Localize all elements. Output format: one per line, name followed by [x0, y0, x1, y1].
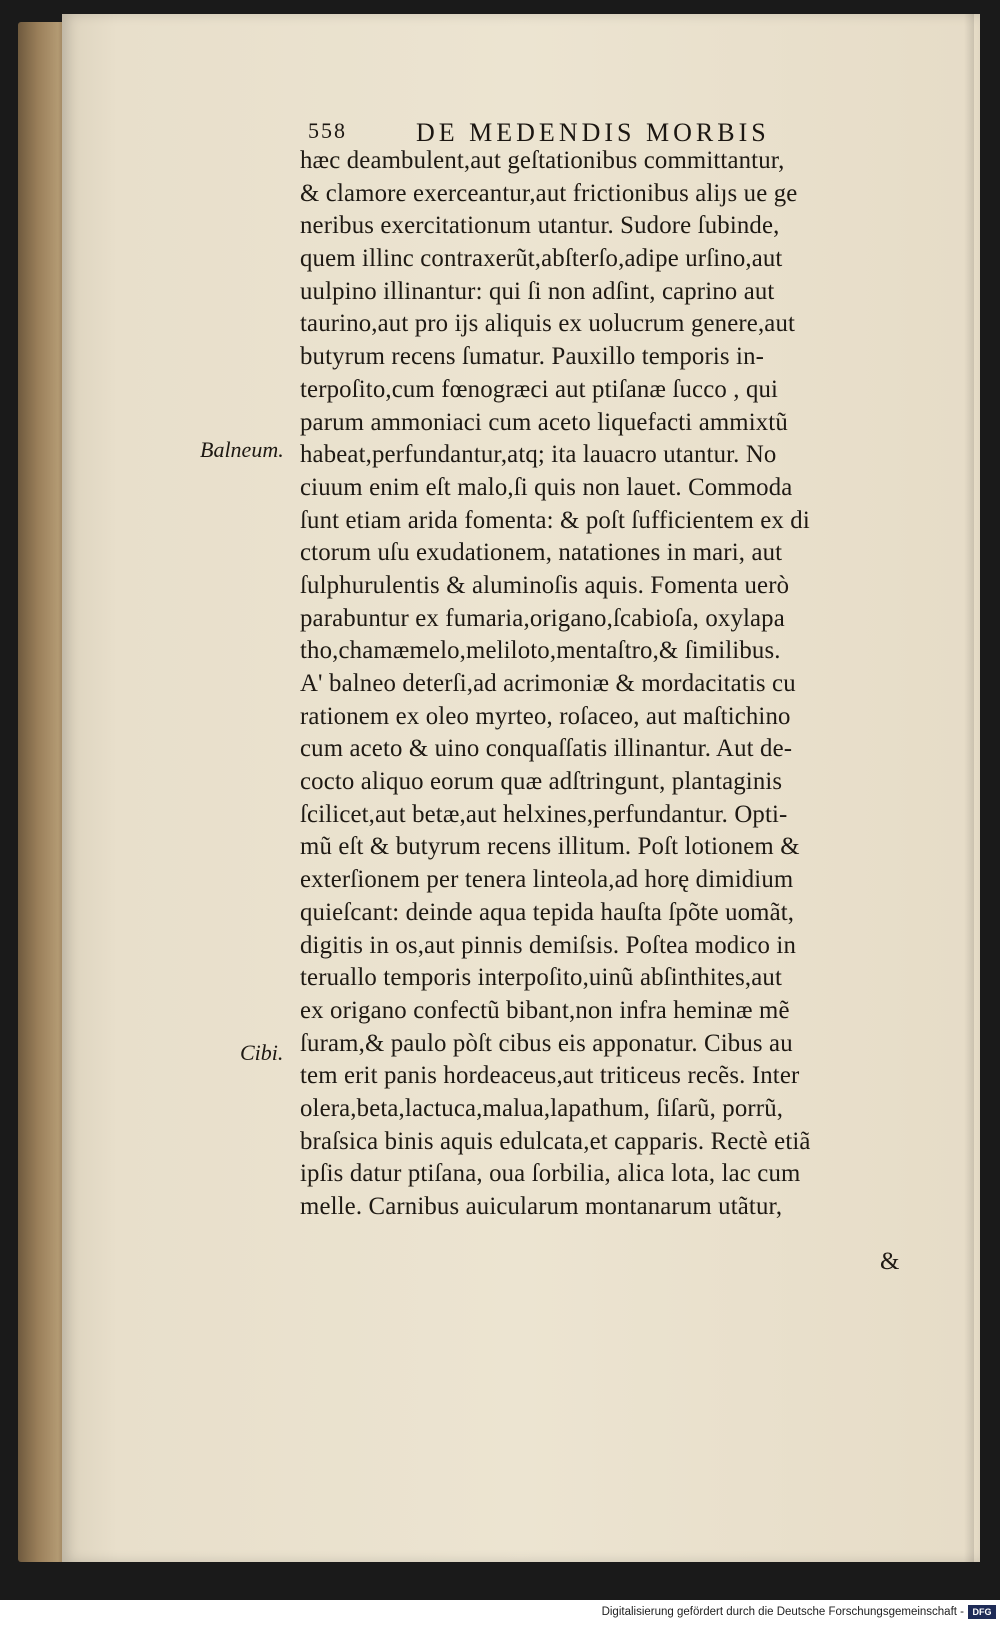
- text-line: quieſcant: deinde aqua tepida hauſta ſpõte uomãt,: [300, 898, 795, 926]
- text-line: terpoſito,cum fœnogræci aut ptiſanæ ſucco , qui: [300, 375, 779, 403]
- text-line: parabuntur ex fumaria,origano,ſcabioſa, oxylapa: [300, 604, 785, 632]
- body-text: [300, 145, 925, 1224]
- margin-note-balneum: Balneum.: [200, 437, 284, 462]
- catchword: &: [880, 1248, 900, 1275]
- text-line: tem erit panis hordeaceus,aut triticeus recẽs. Inter: [300, 1062, 800, 1090]
- text-line: braſsica binis aquis edulcata,et capparis. Rectè etiã: [300, 1127, 811, 1155]
- running-title: DE MEDENDIS MORBIS: [416, 118, 770, 147]
- text-line: uulpino illinantur: qui ſi non adſint, caprino aut: [300, 277, 775, 305]
- text-line: ctorum uſu exudationem, natationes in mari, aut: [300, 539, 783, 567]
- text-line: exterſionem per tenera linteola,ad horę dimidium: [300, 866, 794, 894]
- text-line: ciuum enim eſt malo,ſi quis non lauet. Commoda: [300, 473, 793, 501]
- text-line: habeat,perfundantur,atq; ita lauacro utantur. No: [300, 441, 777, 469]
- text-line: taurino,aut pro ijs aliquis ex uolucrum genere,aut: [300, 310, 796, 338]
- running-header: [308, 118, 848, 148]
- text-line: hæc deambulent,aut geſtationibus committantur,: [300, 147, 785, 174]
- text-line: neribus exercitationum utantur. Sudore ſubinde,: [300, 212, 780, 240]
- text-line: digitis in os,aut pinnis demiſsis. Poſtea modico in: [300, 931, 797, 959]
- funding-credit: Digitalisierung gefördert durch die Deutsche Forschungsgemeinschaft -: [601, 1606, 964, 1618]
- text-line: olera,beta,lactuca,malua,lapathum, ſiſarũ, porrũ,: [300, 1094, 784, 1122]
- dfg-logo: DFG: [968, 1605, 996, 1619]
- text-line: ex origano confectũ bibant,non infra heminæ mẽ: [300, 996, 790, 1024]
- book-cover-edge: [18, 22, 68, 1562]
- text-line: ſcilicet,aut betæ,aut helxines,perfundantur. Opti-: [300, 800, 788, 828]
- text-line: parum ammoniaci cum aceto liquefacti ammixtũ: [300, 408, 788, 436]
- text-line: rationem ex oleo myrteo, roſaceo, aut maſtichino: [300, 702, 791, 730]
- text-line: tho,chamæmelo,meliloto,mentaſtro,& ſimilibus.: [300, 637, 781, 665]
- page-number: 558: [308, 118, 347, 143]
- text-line: & clamore exerceantur,aut frictionibus aliȷs ue ge: [300, 179, 798, 207]
- text-line: cum aceto & uino conquaſſatis illinantur. Aut de-: [300, 735, 793, 763]
- text-line: ipſis datur ptiſana, oua ſorbilia, alica lota, lac cum: [300, 1160, 801, 1188]
- page-edge-shadow: [964, 14, 974, 1562]
- text-line: mũ eſt & butyrum recens illitum. Poſt lotionem &: [300, 833, 800, 861]
- text-line: ſuram,& paulo pòſt cibus eis apponatur. Cibus au: [300, 1029, 793, 1057]
- text-line: teruallo temporis interpoſito,uinũ abſinthites,aut: [300, 964, 782, 992]
- text-line: butyrum recens ſumatur. Pauxillo temporis in-: [300, 343, 765, 371]
- text-line: ſunt etiam arida fomenta: & poſt ſufficientem ex di: [300, 506, 810, 534]
- text-line: quem illinc contraxerũt,abſterſo,adipe urſino,aut: [300, 245, 783, 273]
- text-line: melle. Carnibus auicularum montanarum utãtur,: [300, 1193, 783, 1220]
- margin-note-cibi: Cibi.: [240, 1040, 284, 1065]
- text-line: A' balneo deterſi,ad acrimoniæ & mordacitatis cu: [300, 670, 796, 697]
- text-line: ſulphurulentis & aluminoſis aquis. Fomenta uerò: [300, 571, 790, 599]
- text-line: cocto aliquo eorum quæ adſtringunt, plantaginis: [300, 768, 783, 796]
